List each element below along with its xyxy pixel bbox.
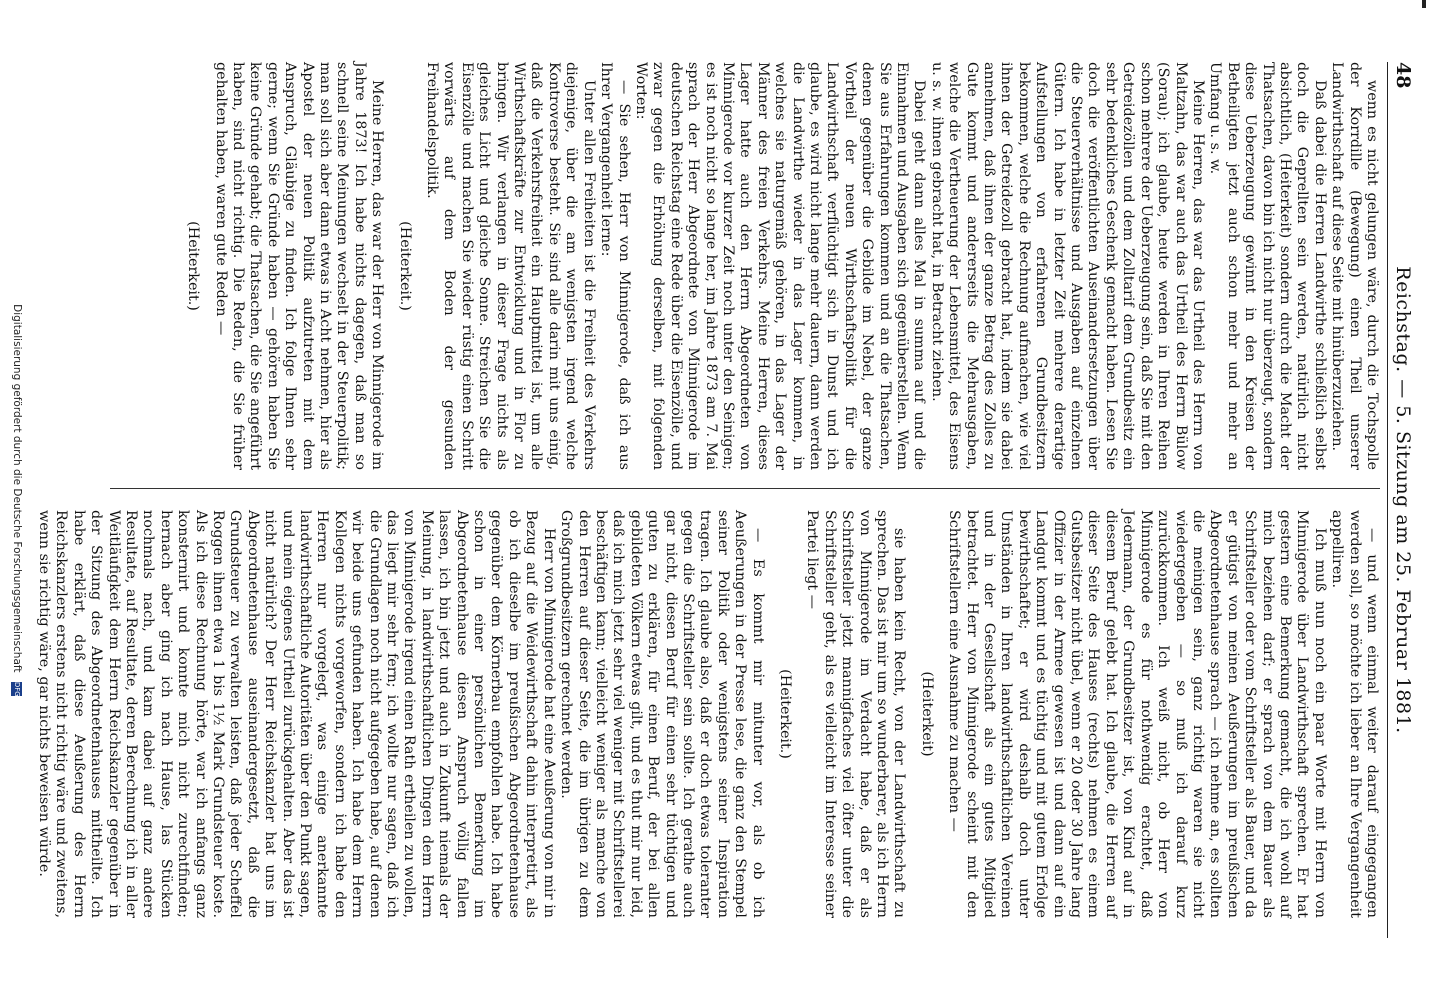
interjection: (Heiterkeit.)	[185, 221, 202, 311]
paragraph: — Sie sehen, Herr von Minnigerode, daß ich aus Ihrer Vergangenheit lerne:	[598, 62, 632, 470]
left-column	[120, 62, 1380, 470]
paragraph: Herr von Minnigerode hat eine Aeußerung von mir in Bezug auf die Weidewirthschaft dahin interpretirt, als ob ich dieselbe im preußischen Abgeordnetenhause gegenüber dem Körnerbau empfohlen habe. Ich habe schon in einer persönlichen Bemerkung im Abgeordnetenhause diesen Anspruch völlig fallen lassen, ich bin jetzt und auch in Zukunft niemals der Meinung, in landwirthschaftlichen Dingen dem Herrn von Minnigerode irgend einen Rath ertheilen zu wollen, das liegt mir sehr fern; ich wollte nur sagen, daß ich die Grundlagen noch nicht aufgegeben habe, auf denen wir beide uns gefunden haben. Ich habe dem Herrn Kollegen nichts vorgeworfen, sondern ich habe den Herren nur vorgelegt, was einige anerkannte landwirthschaftliche Autoritäten über den Punkt sagen, und mein eigenes Urtheil zurückgehalten. Aber das ist nicht natürlich? Der Herr Reichskanzler hat uns im Abgeordnetenhause auseinandergesetzt, daß die Grundsteuer zu verwalten leisten, daß jeder Scheffel Roggen ihnen etwa 1 bis 1½ Mark Grundsteuer koste. Als ich diese Rechnung hörte, war ich anfangs ganz konsternirt und konnte mich nicht zurechtfinden; hernach aber ging ich nach Hause, las Stücken nochmals nach, und kam dabei auf ganz andere Resultate, auf Resultate, deren Berechnung ich in aller Weitläufigkeit dem Herrn Reichskanzler gegenüber in der Sitzung des Abgeordnetenhauses mittheilte. Ich habe erklärt, daß diese Aeußerung des Herrn Reichskanzlers erstens nicht richtig wäre und zweitens, wenn sie richtig wäre, gar nichts beweisen würde.	[35, 510, 557, 918]
footer-text: Digitalisierung gefördert durch die Deutsche Forschungsgemeinschaft	[11, 304, 23, 673]
interjection: (Heiterkeit.)	[777, 669, 793, 759]
column-divider	[110, 488, 1380, 489]
dfg-logo: DFG	[13, 681, 22, 697]
interjection: (Heiterkeit.)	[396, 221, 413, 311]
paragraph: Meine Herren, das war das Urtheil des Herrn von Maltzahn, das war auch das Urtheil des Herrn Bülow (Sorau); ich glaube, heute werden in Ihren Reihen schon mehrere der Ueberzeugung sein, daß Sie mit den Getreidezöllen und dem Zolltarif dem Grundbesitz ein sehr bedenkliches Geschenk gemacht haben. Lesen Sie doch die veröffentlichten Auseinandersetzungen über die Steuerverhältnisse und Ausgaben auf einzelnen Gütern. Ich habe in letzter Zeit mehrere derartige Aufstellungen von erfahrenen Grundbesitzern bekommen, welche die Rechnung aufmachen, wie viel ihnen der Getreidezoll gebracht hat, indem sie dabei annehmen, daß ihnen der ganze Betrag des Zolles zu Gute kommt und andererseits die Mehrausgaben, welche die Vertheuerung der Lebensmittel, des Eisens u. s. w. ihnen gebracht hat, in Betracht ziehen.	[928, 62, 1206, 470]
right-column	[35, 510, 1380, 918]
paragraph: — und wenn einmal weiter darauf eingegangen werden soll, so möchte ich lieber an Ihre Vergangenheit appelliren.	[1329, 510, 1380, 918]
digitization-footer	[5, 0, 23, 1000]
paragraph: wenn es nicht gelungen wäre, durch die Tochspolle der Korrdille (Bewegung) einen Theil unserer Landwirthschaft auf diese Seite mit hinüberzuziehen.	[1329, 62, 1380, 470]
paragraph: — Es kommt mir mitunter vor, als ob ich Aeußerungen in der Presse lese, die ganz den Stempel seiner Politik oder wenigstens seiner Inspiration tragen. Ich glaube also, daß er doch etwas toleranter gegen die Schriftsteller sein sollte. Ich gerathe auch gar nicht, diesen Beruf für einen sehr tüchtigen und guten zu erklären, für einen Beruf, der bei allen gebildeten Völkern etwas gilt, und es thut mir nur leid, daß ich mich jetzt sehr viel weniger mit Schriftstellerei beschäftigen kann; vielleicht weniger als manche von den Herren auf dieser Seite, die im übrigen zu dem Großgrundbesitzern gerechnet werden.	[558, 510, 766, 918]
page-number: 48	[1392, 62, 1414, 89]
paragraph: Meine Herren, das war der Herr von Minnigerode im Jahre 1873! Ich habe nichts dagegen, daß man so schnell seine Meinungen wechselt in der Steuerpolitik; man soll sich aber dann etwas in Acht nehmen, hier als Apostel der neuen Politik aufzutreten mit dem Anspruch, Gläubige zu finden. Ich folge Ihnen sehr gerne; wenn Sie Gründe haben — gehören haben Sie keine Gründe gehabt; die Thatsachen, die Sie angeführt haben, sind nicht richtig. Die Reden, die Sie früher gehalten haben, waren gute Reden —	[212, 62, 386, 470]
paragraph: Dabei geht dann alles Mal in summa auf und die Einnahmen und Ausgaben sich gegenüberstellen. Wenn Sie aus Erfahrungen kommen und an die Thatsachen, denen gegenüber die Gebilde im Nebel, der ganze Vortheil der neuen Wirthschaftspolitik für die Landwirthschaft verflüchtigt sich in Dunst und ich glaube, es wird nicht lange mehr dauern, dann werden die Landwirthe wieder in das Lager kommen, in welches sie naturgemäß gehören, in das Lager der Männer des freien Verkehrs. Meine Herren, dieses Lager hatte auch den Herrn Abgeordneten von Minnigerode vor kurzer Zeit noch unter den Seinigen; es ist noch nicht so lange her, im Jahre 1873 am 7. Mai sprach der Herr Abgeordnete von Minnigerode im deutschen Reichstag eine Rede über die Eisenzölle, und zwar gegen die Erhöhung derselben, mit folgenden Worten:	[632, 62, 928, 470]
scan-edge-mark	[1422, 0, 1426, 8]
running-title: Reichstag. — 5. Sitzung am 25. Februar 1881.	[1392, 266, 1414, 734]
interjection: (Heiterkeit)	[918, 671, 935, 757]
paragraph: Unter allen Freiheiten ist die Freiheit des Verkehrs diejenige, über die am wenigsten irgend welche Kontroverse besteht. Sie sind alle darin mit uns einig, daß die Verkehrsfreiheit ein Hauptmittel ist, um alle Wirthschaftskräfte zur Entwicklung und in Flor zu bringen. Wir verlangen in dieser Frage nichts als gleiches Licht und gleiche Sonne. Streichen Sie die Eisenzölle und machen Sie wieder rüstig einen Schritt vorwärts auf dem Boden der gesunden Freihandelspolitik.	[424, 62, 597, 470]
paragraph: Ich muß nun noch ein paar Worte mit Herrn von Minnigerode über Landwirthschaft sprechen. Er hat gestern eine Bemerkung gemacht, die ich wohl auf mich beziehen darf; er sprach von dem Bauer als Schriftsteller oder vom Schriftsteller als Bauer, und da er gütigst von meinen Aeußerungen im preußischen Abgeordnetenhause sprach — ich nehme an, es sollten die meinigen sein, ganz richtig waren sie nicht wiedergegeben — so muß ich darauf kurz zurückkommen. Ich weiß nicht, ob Herr von Minnigerode es für nothwendig erachtet, daß Jedermann, der Grundbesitzer ist, von Kind auf in diesem Beruf gelebt hat. Ich glaube, die Herren auf dieser Seite des Hauses (rechts) nehmen es einem Gutsbesitzer nicht übel, wenn er 20 oder 30 Jahre lang Offizier in der Armee gewesen ist und dann auf ein Landgut kommt und es tüchtig und mit gutem Erfolge bewirthschaftet; er wird deshalb doch unter Umständen in Ihren landwirthschaftlichen Vereinen und in der Gesellschaft als ein gutes Mitglied betrachtet. Herr von Minnigerode scheint mit den Schriftstellern eine Ausnahme zu machen —	[946, 510, 1328, 918]
paragraph: sie haben kein Recht, von der Landwirthschaft zu sprechen. Das ist mir um so wunderbarer, als ich Herrn von Minnigerode im Verdacht habe, daß er als Schriftsteller jetzt mannigfaches viel öfter unter die Schriftsteller geht, als es vielleicht im Interesse seiner Partei liegt —	[804, 510, 908, 918]
paragraph: Daß dabei die Herren Landwirthe schließlich selbst doch die Geprellten sein werden, natürlich nicht absichtlich, (Heiterkeit) sondern durch die Macht der Thatsachen, davon bin ich nicht nur überzeugt, sondern diese Ueberzeugung gewinnt in den Kreisen der Betheiligten jetzt auch schon mehr und mehr an Umfang u. s. w.	[1207, 62, 1328, 470]
page-header	[1387, 62, 1418, 938]
